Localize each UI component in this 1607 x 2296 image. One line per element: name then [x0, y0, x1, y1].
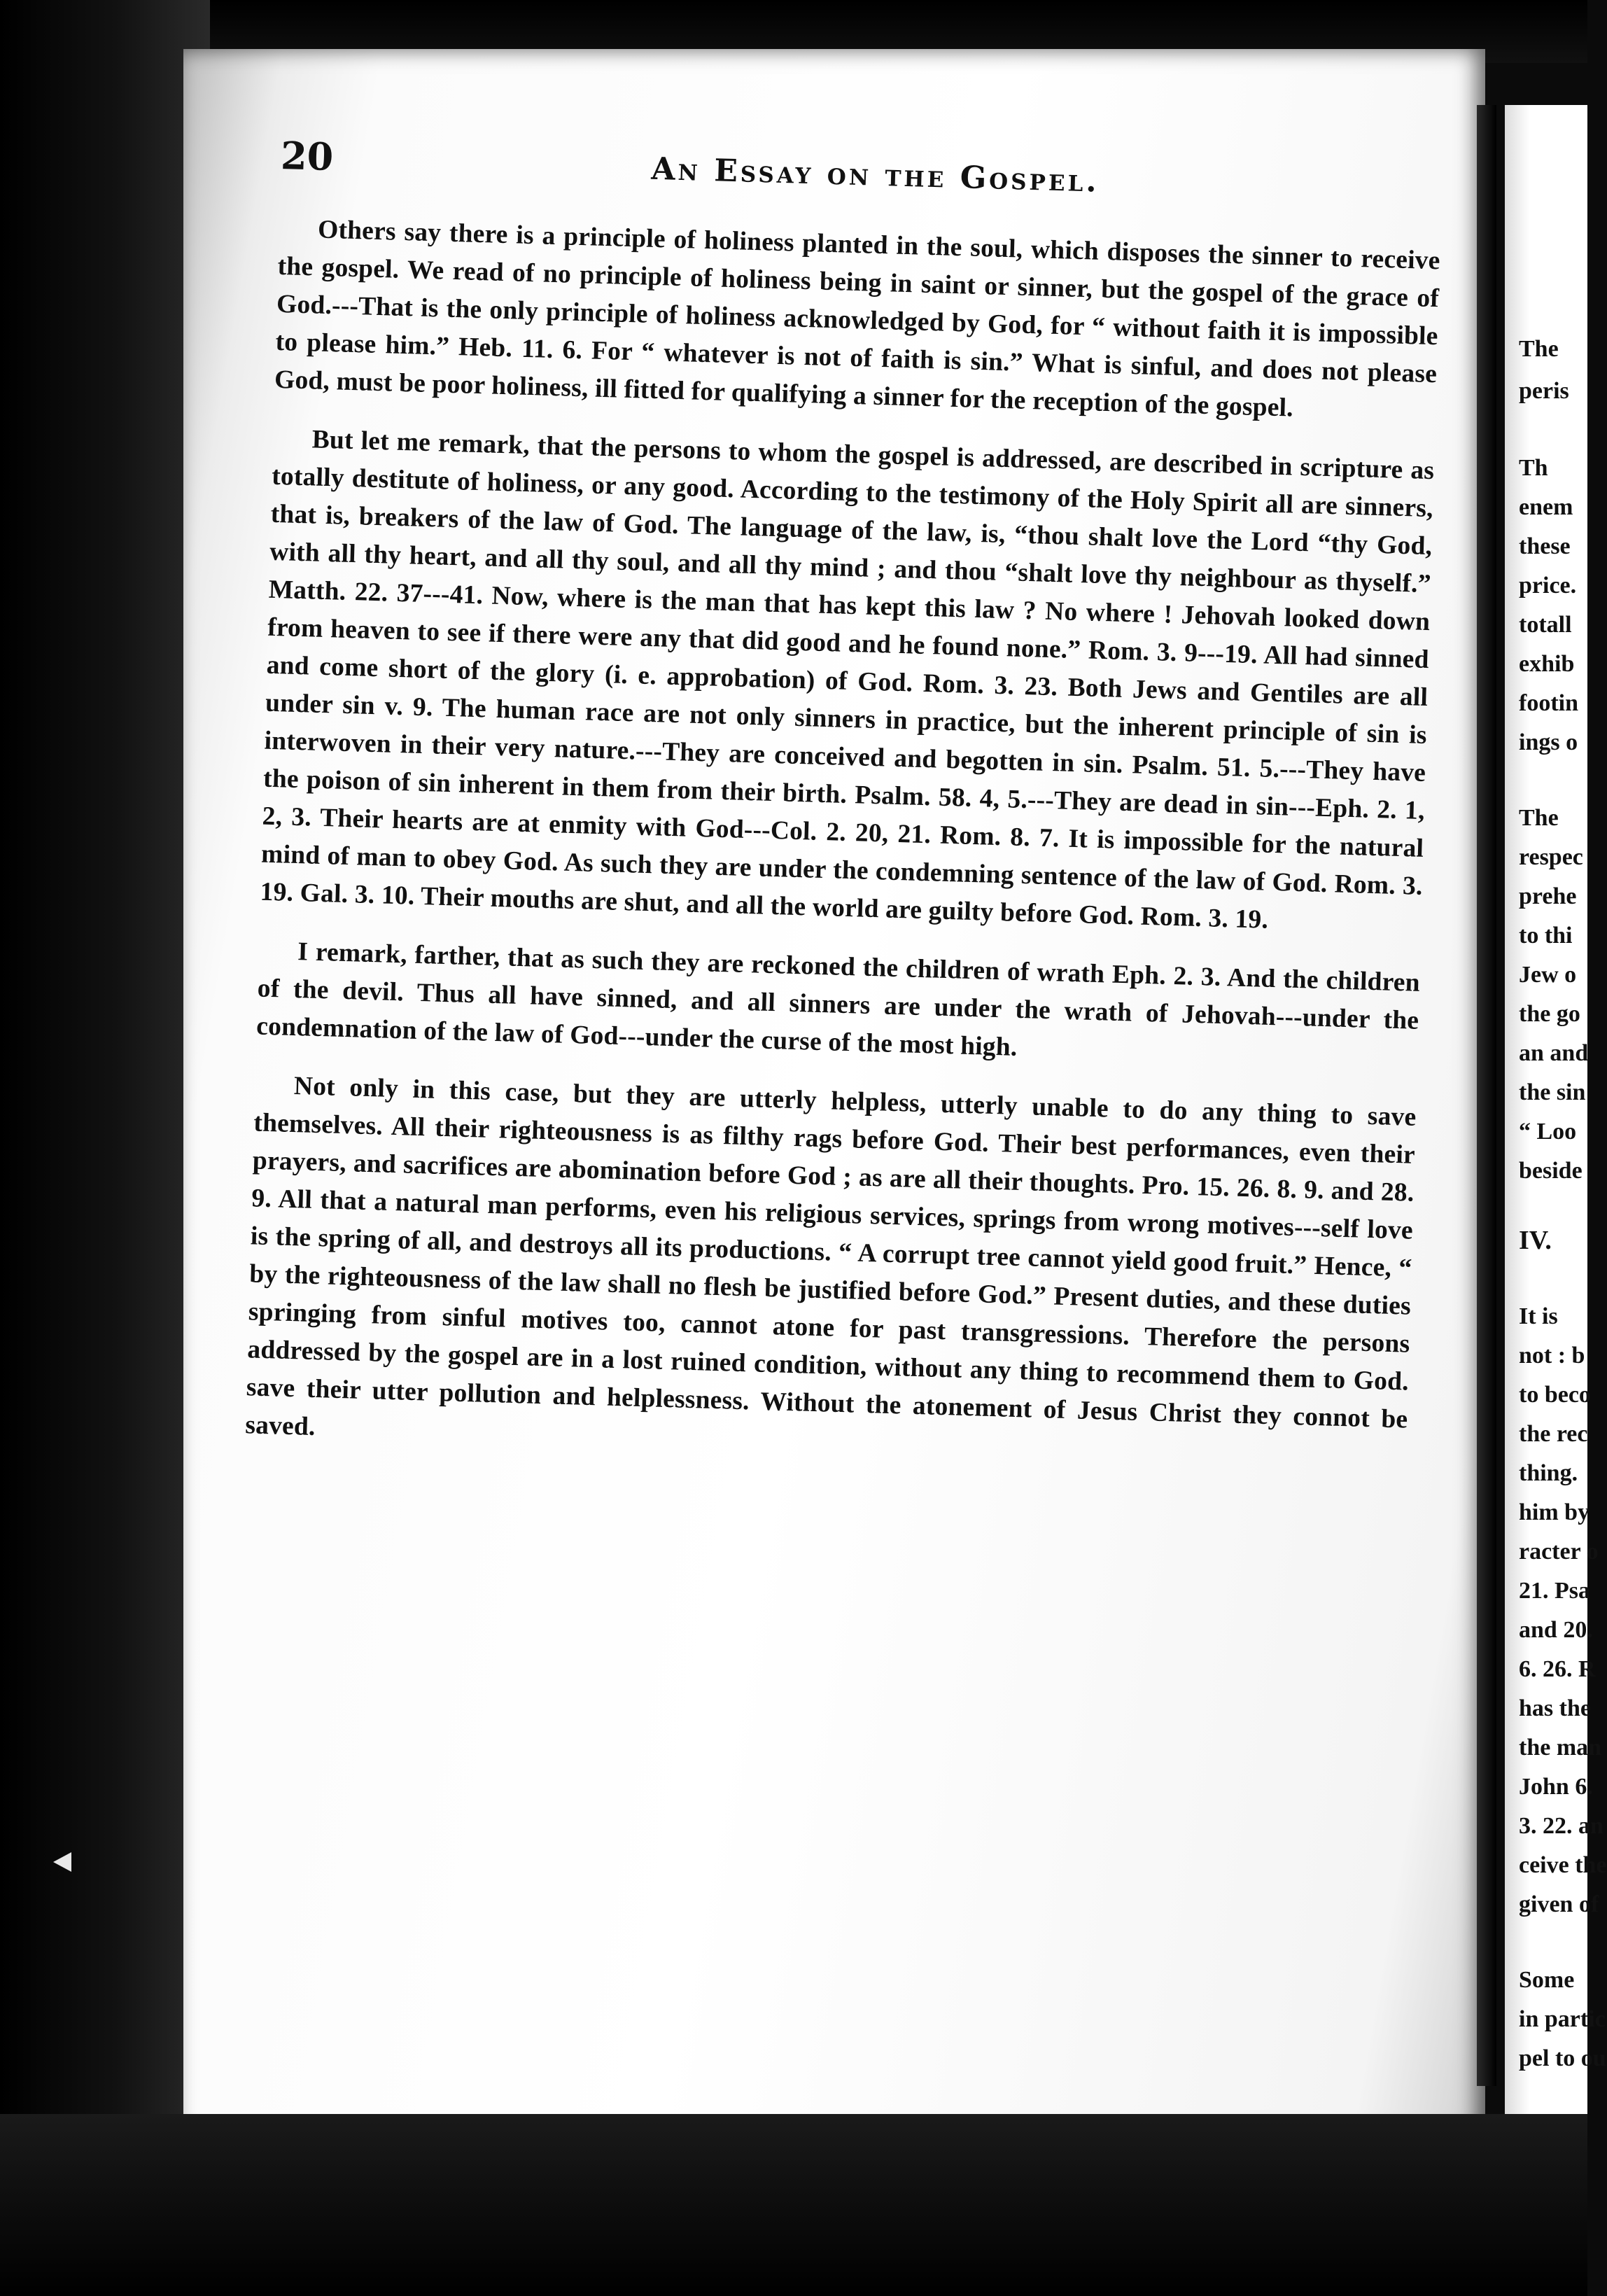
next-page-line: racter o: [1519, 1539, 1599, 1564]
next-page-line: in partic: [1519, 2006, 1606, 2032]
next-page-line: prehe: [1519, 883, 1577, 909]
next-page-line: 6. 26. R: [1519, 1656, 1596, 1682]
next-page-line: footin: [1519, 690, 1578, 716]
next-page-line: ceive the: [1519, 1852, 1607, 1878]
next-page-line: totall: [1519, 612, 1572, 638]
page-content: [229, 133, 1443, 2054]
next-page-line: 3. 22. an: [1519, 1813, 1604, 1839]
next-page-line: respec: [1519, 844, 1583, 870]
next-page-line: to thi: [1519, 923, 1573, 948]
book-page: [183, 49, 1485, 2135]
next-page-line: Some: [1519, 1967, 1575, 1993]
next-page-line: the man: [1519, 1735, 1602, 1760]
next-page-line: not : b: [1519, 1343, 1585, 1368]
next-page-line: enem: [1519, 494, 1573, 520]
next-page-line: an and: [1519, 1040, 1589, 1066]
next-page-line: price.: [1519, 573, 1577, 598]
paragraph-1: Others say there is a principle of holiness planted in the soul, which disposes the sinner to receive the gospel. We read of no principle of holiness being in saint or sinner, but the gospel of the grace of God.---That is the only principle of holiness acknowledged by God, for “ without faith it is impossible to please him.” Heb. 11. 6. For “ whatever is not of faith is sin.” What is sinful, and does not please God, must be poor holiness, ill fitted for qualifying a sinner for the reception of the gospel.: [274, 215, 1441, 423]
next-page-line: beside: [1519, 1158, 1583, 1184]
next-page-line: exhib: [1519, 651, 1575, 677]
next-page-line: Th: [1519, 455, 1548, 481]
next-page-line: the sin: [1519, 1079, 1586, 1105]
next-page-line: the go: [1519, 1001, 1580, 1027]
next-page-line: John 6.: [1519, 1774, 1593, 1800]
next-page-line: 21. Psa: [1519, 1578, 1590, 1604]
next-page-fragment: [1505, 105, 1607, 2135]
page-number: 20: [280, 133, 335, 180]
next-page-line: Jew o: [1519, 962, 1577, 988]
next-page-line: The: [1519, 805, 1559, 831]
next-page-line: has the: [1519, 1695, 1591, 1721]
scan-left-edge: [0, 0, 210, 2296]
next-page-line: It is: [1519, 1303, 1558, 1329]
next-page-line: “ Loo: [1519, 1119, 1577, 1144]
paragraph-2: But let me remark, that the persons to whom the gospel is addressed, are described in scripture as totally destitute of holiness, or any good. According to the testimony of the Holy Spirit all are sinners, that is, breakers of the law of God. The language of the law, is, “thou shalt love the Lord “thy God, with all thy heart, and all thy soul, and all thy mind ; and thou “shalt love thy neighbour as thyself.” Matth. 22. 37---41. Now, where is the man that has kept this law ? No where ! Jehovah looked down from heaven to see if there were any that did good and he found none.” Rom. 3. 9---19. All had sinned and come short of the glory (i. e. approbation) of God. Rom. 3. 23. Both Jews and Gentiles are all under sin v. 9. The human race are not only sinners in practice, but the inherent principle of sin is interwoven in their very nature.---They are conceived and begotten in sin. Psalm. 51. 5.---They have the poison of sin inherent in them from their birth. Psalm. 58. 4, 5.---They are dead in sin---Eph. 2. 1, 2, 3. Their hearts are at enmity with God---Col. 2. 20, 21. Rom. 8. 7. It is impossible for the natural mind of man to obey God. As such they are under the condemning sentence of the law of God. Rom. 3. 19. Gal. 3. 10. Their mouths are shut, and all the world are guilty before God. Rom. 3. 19.: [260, 425, 1435, 934]
scan-bottom-edge: [0, 2114, 1587, 2296]
next-page-line: him by: [1519, 1499, 1590, 1525]
running-title: An Essay on the Gospel.: [650, 150, 1100, 200]
next-page-line: these: [1519, 533, 1571, 559]
next-page-line: The: [1519, 336, 1559, 362]
next-page-line: pel to ou: [1519, 2045, 1606, 2071]
next-page-line: the rec: [1519, 1421, 1588, 1447]
next-page-line: and 20.: [1519, 1617, 1593, 1643]
next-page-line: to beco: [1519, 1382, 1591, 1408]
next-page-line: peris: [1519, 378, 1569, 404]
page-gutter: [1477, 105, 1496, 2086]
scan-marker-arrow-icon: [53, 1852, 71, 1872]
paragraph-4: Not only in this case, but they are utterly helpless, utterly unable to do any thing to save themselves. All their righteousness is as filthy rags before God. Their best performances, even their prayers, and sacrifices are abomination before God ; as are all their thoughts. Pro. 15. 26. 8. 9. and 28. 9. All that a natural man performs, even his religious services, springs from wrong motives---self love is the spring of all, and destroys all its productions. “ A corrupt tree cannot yield good fruit.” Hence, “ by the righteousness of the law shall no flesh be justified before God.” Present duties, and these duties springing from sinful motives too, cannot atone for past transgressions. Therefore the persons addressed by the gospel are in a lost ruined condition, without any thing to recommend them to God. save their utter pollution and helplessness. Without the atonement of Jesus Christ they connot be saved.: [244, 1072, 1417, 1442]
next-page-line: ings o: [1519, 729, 1578, 755]
next-page-section-heading: IV.: [1519, 1226, 1552, 1255]
next-page-line: thing.: [1519, 1460, 1578, 1486]
paragraph-3: I remark, farther, that as such they are reckoned the children of wrath Eph. 2. 3. And the children of the devil. Thus all have sinned, and all sinners are under the wrath of Jehovah---under the condemnation of the law of God---under the curse of the most high.: [255, 937, 1421, 1062]
next-page-line: given of: [1519, 1891, 1599, 1917]
